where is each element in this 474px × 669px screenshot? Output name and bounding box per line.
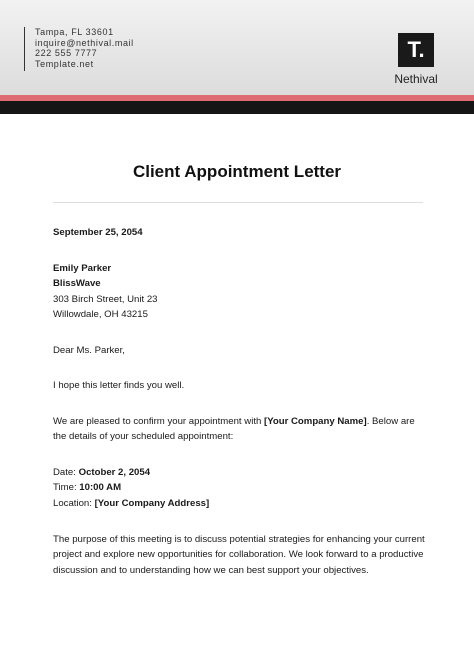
appointment-details — [53, 465, 425, 511]
recipient-block — [53, 261, 425, 322]
recipient-address-line1: 303 Birch Street, Unit 23 — [53, 293, 158, 305]
recipient-company: BlissWave — [53, 278, 101, 290]
salutation: Dear Ms. Parker, — [53, 345, 125, 356]
contact-email: inquire@nethival.mail — [35, 37, 134, 48]
paragraph-confirmation — [53, 414, 425, 445]
contact-phone: 222 555 7777 — [35, 48, 98, 58]
detail-date-value: October 2, 2054 — [78, 467, 151, 478]
detail-time-label: Time: — [53, 482, 80, 494]
paragraph-intro: I hope this letter finds you well. — [53, 380, 185, 391]
letter-date: September 25, 2054 — [53, 227, 143, 238]
recipient-name: Emily Parker — [53, 263, 112, 274]
detail-location — [53, 496, 425, 511]
title-divider — [53, 202, 423, 203]
paragraph-purpose: The purpose of this meeting is to discuss potential strategies for enhancing your current project and explore new opportunities for collaboration. We look forward to a productive discussion and to understanding how we can best support your objectives. — [53, 534, 425, 576]
detail-date — [53, 465, 425, 480]
detail-location-label: Location: — [53, 497, 95, 509]
detail-location-value: [Your Company Address] — [94, 497, 210, 509]
company-logo: T. — [398, 33, 434, 67]
confirmation-text-end: . Below are the details of your scheduled appointment: — [53, 416, 415, 443]
detail-date-label: Date: — [53, 467, 79, 478]
detail-time — [53, 480, 425, 495]
company-placeholder: [Your Company Name] — [264, 416, 367, 427]
letterhead — [0, 0, 474, 95]
page-title: Client Appointment Letter — [132, 162, 342, 181]
contact-block — [24, 27, 134, 71]
recipient-address-line2: Willowdale, OH 43215 — [53, 308, 148, 320]
detail-time-value: 10:00 AM — [79, 482, 122, 494]
contact-website: Template.net — [35, 58, 94, 69]
contact-address: Tampa, FL 33601 — [35, 27, 114, 37]
dark-band — [0, 101, 474, 114]
confirmation-text-start: We are pleased to confirm your appointment with — [53, 416, 264, 427]
company-name: Nethival — [394, 72, 438, 86]
